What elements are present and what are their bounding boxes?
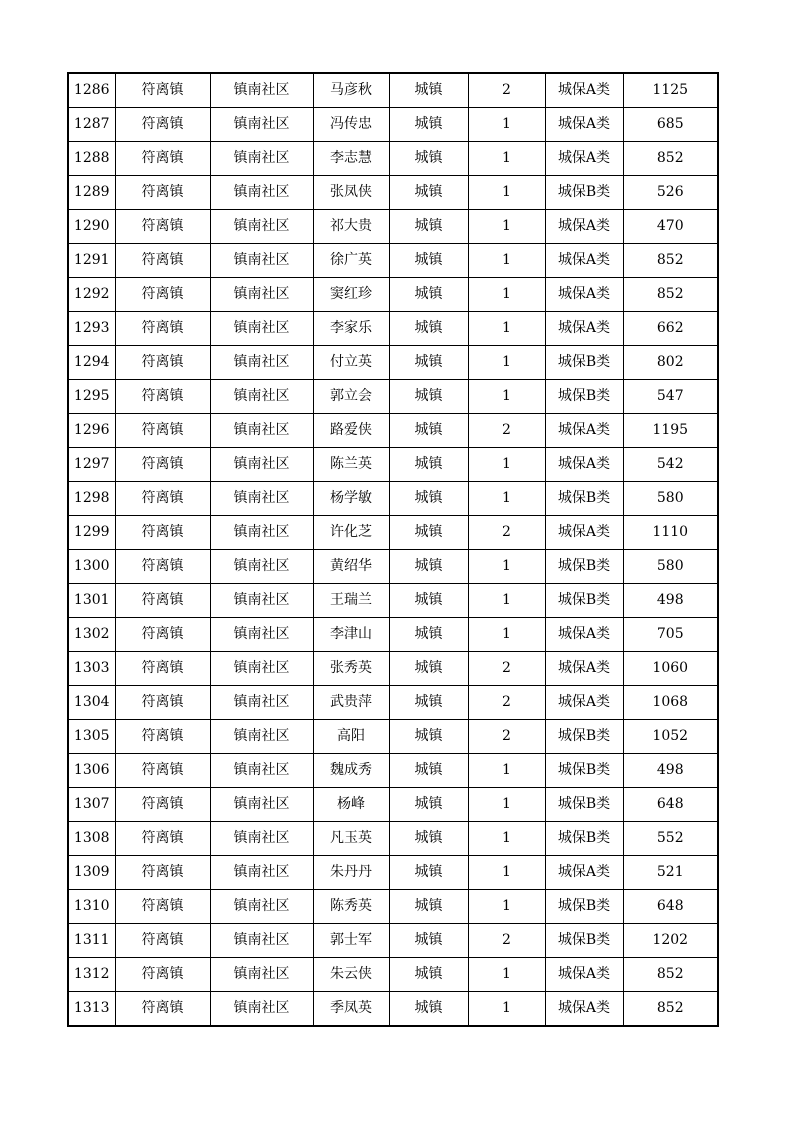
serial-number-cell: 1295 xyxy=(68,380,115,414)
table-row xyxy=(68,652,718,686)
town-cell: 符离镇 xyxy=(115,822,210,856)
table-row xyxy=(68,448,718,482)
town-cell: 符离镇 xyxy=(115,278,210,312)
town-cell: 符离镇 xyxy=(115,686,210,720)
name-cell: 马彦秋 xyxy=(313,73,389,108)
name-cell: 朱丹丹 xyxy=(313,856,389,890)
table-row xyxy=(68,516,718,550)
amount-cell: 1110 xyxy=(623,516,718,550)
amount-cell: 498 xyxy=(623,584,718,618)
serial-number-cell: 1310 xyxy=(68,890,115,924)
serial-number-cell: 1296 xyxy=(68,414,115,448)
name-cell: 窦红珍 xyxy=(313,278,389,312)
name-cell: 许化芝 xyxy=(313,516,389,550)
household-size-cell: 1 xyxy=(468,108,545,142)
community-cell: 镇南社区 xyxy=(210,584,313,618)
table-row xyxy=(68,686,718,720)
table-row xyxy=(68,890,718,924)
town-cell: 符离镇 xyxy=(115,788,210,822)
community-cell: 镇南社区 xyxy=(210,652,313,686)
household-type-cell: 城镇 xyxy=(389,516,468,550)
household-type-cell: 城镇 xyxy=(389,244,468,278)
table-row xyxy=(68,788,718,822)
insurance-category-cell: 城保A类 xyxy=(545,958,623,992)
insurance-category-cell: 城保A类 xyxy=(545,856,623,890)
community-cell: 镇南社区 xyxy=(210,142,313,176)
household-size-cell: 1 xyxy=(468,822,545,856)
town-cell: 符离镇 xyxy=(115,720,210,754)
serial-number-cell: 1287 xyxy=(68,108,115,142)
serial-number-cell: 1300 xyxy=(68,550,115,584)
insurance-category-cell: 城保A类 xyxy=(545,73,623,108)
amount-cell: 852 xyxy=(623,142,718,176)
insurance-category-cell: 城保A类 xyxy=(545,142,623,176)
table-row xyxy=(68,754,718,788)
serial-number-cell: 1303 xyxy=(68,652,115,686)
town-cell: 符离镇 xyxy=(115,414,210,448)
name-cell: 杨学敏 xyxy=(313,482,389,516)
household-size-cell: 1 xyxy=(468,312,545,346)
community-cell: 镇南社区 xyxy=(210,992,313,1027)
community-cell: 镇南社区 xyxy=(210,720,313,754)
household-type-cell: 城镇 xyxy=(389,346,468,380)
serial-number-cell: 1289 xyxy=(68,176,115,210)
name-cell: 路爱侠 xyxy=(313,414,389,448)
insurance-category-cell: 城保B类 xyxy=(545,720,623,754)
amount-cell: 521 xyxy=(623,856,718,890)
household-size-cell: 1 xyxy=(468,142,545,176)
name-cell: 张凤侠 xyxy=(313,176,389,210)
community-cell: 镇南社区 xyxy=(210,856,313,890)
community-cell: 镇南社区 xyxy=(210,550,313,584)
household-type-cell: 城镇 xyxy=(389,584,468,618)
amount-cell: 470 xyxy=(623,210,718,244)
serial-number-cell: 1298 xyxy=(68,482,115,516)
household-type-cell: 城镇 xyxy=(389,550,468,584)
insurance-category-cell: 城保B类 xyxy=(545,482,623,516)
household-type-cell: 城镇 xyxy=(389,414,468,448)
table-row xyxy=(68,584,718,618)
roster-table-body xyxy=(68,73,718,1026)
community-cell: 镇南社区 xyxy=(210,890,313,924)
household-size-cell: 1 xyxy=(468,890,545,924)
amount-cell: 580 xyxy=(623,482,718,516)
insurance-category-cell: 城保A类 xyxy=(545,244,623,278)
insurance-category-cell: 城保B类 xyxy=(545,754,623,788)
insurance-category-cell: 城保B类 xyxy=(545,584,623,618)
serial-number-cell: 1309 xyxy=(68,856,115,890)
amount-cell: 648 xyxy=(623,788,718,822)
name-cell: 李志慧 xyxy=(313,142,389,176)
household-type-cell: 城镇 xyxy=(389,448,468,482)
insurance-category-cell: 城保A类 xyxy=(545,618,623,652)
town-cell: 符离镇 xyxy=(115,176,210,210)
town-cell: 符离镇 xyxy=(115,890,210,924)
serial-number-cell: 1307 xyxy=(68,788,115,822)
household-size-cell: 2 xyxy=(468,652,545,686)
household-type-cell: 城镇 xyxy=(389,822,468,856)
household-type-cell: 城镇 xyxy=(389,788,468,822)
amount-cell: 1125 xyxy=(623,73,718,108)
amount-cell: 542 xyxy=(623,448,718,482)
town-cell: 符离镇 xyxy=(115,754,210,788)
community-cell: 镇南社区 xyxy=(210,924,313,958)
town-cell: 符离镇 xyxy=(115,550,210,584)
name-cell: 冯传忠 xyxy=(313,108,389,142)
table-row xyxy=(68,176,718,210)
serial-number-cell: 1297 xyxy=(68,448,115,482)
household-size-cell: 1 xyxy=(468,754,545,788)
name-cell: 李津山 xyxy=(313,618,389,652)
name-cell: 祁大贵 xyxy=(313,210,389,244)
amount-cell: 802 xyxy=(623,346,718,380)
household-type-cell: 城镇 xyxy=(389,686,468,720)
household-type-cell: 城镇 xyxy=(389,958,468,992)
town-cell: 符离镇 xyxy=(115,244,210,278)
amount-cell: 662 xyxy=(623,312,718,346)
amount-cell: 552 xyxy=(623,822,718,856)
community-cell: 镇南社区 xyxy=(210,516,313,550)
household-size-cell: 1 xyxy=(468,584,545,618)
serial-number-cell: 1305 xyxy=(68,720,115,754)
serial-number-cell: 1292 xyxy=(68,278,115,312)
household-type-cell: 城镇 xyxy=(389,176,468,210)
serial-number-cell: 1311 xyxy=(68,924,115,958)
serial-number-cell: 1304 xyxy=(68,686,115,720)
table-row xyxy=(68,73,718,108)
household-size-cell: 2 xyxy=(468,924,545,958)
household-type-cell: 城镇 xyxy=(389,278,468,312)
serial-number-cell: 1308 xyxy=(68,822,115,856)
name-cell: 季凤英 xyxy=(313,992,389,1027)
household-size-cell: 1 xyxy=(468,482,545,516)
town-cell: 符离镇 xyxy=(115,856,210,890)
insurance-category-cell: 城保A类 xyxy=(545,108,623,142)
name-cell: 张秀英 xyxy=(313,652,389,686)
town-cell: 符离镇 xyxy=(115,584,210,618)
town-cell: 符离镇 xyxy=(115,992,210,1027)
name-cell: 徐广英 xyxy=(313,244,389,278)
household-type-cell: 城镇 xyxy=(389,754,468,788)
community-cell: 镇南社区 xyxy=(210,618,313,652)
household-size-cell: 1 xyxy=(468,788,545,822)
household-type-cell: 城镇 xyxy=(389,856,468,890)
household-size-cell: 1 xyxy=(468,176,545,210)
community-cell: 镇南社区 xyxy=(210,822,313,856)
table-row xyxy=(68,312,718,346)
amount-cell: 498 xyxy=(623,754,718,788)
community-cell: 镇南社区 xyxy=(210,108,313,142)
table-row xyxy=(68,380,718,414)
household-type-cell: 城镇 xyxy=(389,652,468,686)
name-cell: 武贵萍 xyxy=(313,686,389,720)
name-cell: 凡玉英 xyxy=(313,822,389,856)
town-cell: 符离镇 xyxy=(115,380,210,414)
community-cell: 镇南社区 xyxy=(210,312,313,346)
household-type-cell: 城镇 xyxy=(389,618,468,652)
serial-number-cell: 1294 xyxy=(68,346,115,380)
household-size-cell: 1 xyxy=(468,448,545,482)
household-size-cell: 1 xyxy=(468,380,545,414)
household-type-cell: 城镇 xyxy=(389,73,468,108)
name-cell: 郭士军 xyxy=(313,924,389,958)
table-row xyxy=(68,992,718,1027)
community-cell: 镇南社区 xyxy=(210,482,313,516)
household-type-cell: 城镇 xyxy=(389,380,468,414)
amount-cell: 1052 xyxy=(623,720,718,754)
amount-cell: 648 xyxy=(623,890,718,924)
household-type-cell: 城镇 xyxy=(389,720,468,754)
community-cell: 镇南社区 xyxy=(210,754,313,788)
name-cell: 李家乐 xyxy=(313,312,389,346)
household-size-cell: 1 xyxy=(468,244,545,278)
insurance-category-cell: 城保A类 xyxy=(545,686,623,720)
amount-cell: 852 xyxy=(623,992,718,1027)
table-row xyxy=(68,924,718,958)
insurance-category-cell: 城保A类 xyxy=(545,992,623,1027)
insurance-category-cell: 城保B类 xyxy=(545,822,623,856)
community-cell: 镇南社区 xyxy=(210,244,313,278)
insurance-category-cell: 城保A类 xyxy=(545,652,623,686)
name-cell: 魏成秀 xyxy=(313,754,389,788)
household-size-cell: 1 xyxy=(468,992,545,1027)
name-cell: 王瑞兰 xyxy=(313,584,389,618)
serial-number-cell: 1286 xyxy=(68,73,115,108)
insurance-category-cell: 城保A类 xyxy=(545,278,623,312)
table-row xyxy=(68,618,718,652)
household-size-cell: 2 xyxy=(468,414,545,448)
table-row xyxy=(68,958,718,992)
community-cell: 镇南社区 xyxy=(210,958,313,992)
community-cell: 镇南社区 xyxy=(210,788,313,822)
table-row xyxy=(68,244,718,278)
name-cell: 陈秀英 xyxy=(313,890,389,924)
name-cell: 高阳 xyxy=(313,720,389,754)
community-cell: 镇南社区 xyxy=(210,448,313,482)
name-cell: 黄绍华 xyxy=(313,550,389,584)
serial-number-cell: 1302 xyxy=(68,618,115,652)
insurance-category-cell: 城保B类 xyxy=(545,924,623,958)
household-size-cell: 2 xyxy=(468,686,545,720)
insurance-category-cell: 城保A类 xyxy=(545,414,623,448)
community-cell: 镇南社区 xyxy=(210,210,313,244)
name-cell: 朱云侠 xyxy=(313,958,389,992)
community-cell: 镇南社区 xyxy=(210,380,313,414)
amount-cell: 1068 xyxy=(623,686,718,720)
name-cell: 郭立会 xyxy=(313,380,389,414)
household-size-cell: 2 xyxy=(468,73,545,108)
amount-cell: 852 xyxy=(623,958,718,992)
town-cell: 符离镇 xyxy=(115,652,210,686)
town-cell: 符离镇 xyxy=(115,108,210,142)
table-row xyxy=(68,346,718,380)
town-cell: 符离镇 xyxy=(115,142,210,176)
insurance-category-cell: 城保A类 xyxy=(545,210,623,244)
household-size-cell: 1 xyxy=(468,958,545,992)
roster-table xyxy=(67,72,719,1027)
amount-cell: 1060 xyxy=(623,652,718,686)
amount-cell: 1195 xyxy=(623,414,718,448)
household-size-cell: 2 xyxy=(468,720,545,754)
household-type-cell: 城镇 xyxy=(389,924,468,958)
table-row xyxy=(68,856,718,890)
community-cell: 镇南社区 xyxy=(210,176,313,210)
household-type-cell: 城镇 xyxy=(389,890,468,924)
town-cell: 符离镇 xyxy=(115,73,210,108)
household-size-cell: 1 xyxy=(468,210,545,244)
insurance-category-cell: 城保B类 xyxy=(545,550,623,584)
insurance-category-cell: 城保A类 xyxy=(545,312,623,346)
amount-cell: 1202 xyxy=(623,924,718,958)
household-type-cell: 城镇 xyxy=(389,992,468,1027)
table-row xyxy=(68,414,718,448)
table-row xyxy=(68,108,718,142)
name-cell: 杨峰 xyxy=(313,788,389,822)
serial-number-cell: 1299 xyxy=(68,516,115,550)
serial-number-cell: 1291 xyxy=(68,244,115,278)
table-row xyxy=(68,278,718,312)
amount-cell: 852 xyxy=(623,244,718,278)
table-row xyxy=(68,210,718,244)
name-cell: 陈兰英 xyxy=(313,448,389,482)
table-row xyxy=(68,720,718,754)
community-cell: 镇南社区 xyxy=(210,278,313,312)
table-row xyxy=(68,822,718,856)
town-cell: 符离镇 xyxy=(115,346,210,380)
insurance-category-cell: 城保B类 xyxy=(545,176,623,210)
household-type-cell: 城镇 xyxy=(389,142,468,176)
community-cell: 镇南社区 xyxy=(210,414,313,448)
insurance-category-cell: 城保B类 xyxy=(545,380,623,414)
household-type-cell: 城镇 xyxy=(389,482,468,516)
insurance-category-cell: 城保B类 xyxy=(545,890,623,924)
serial-number-cell: 1301 xyxy=(68,584,115,618)
amount-cell: 685 xyxy=(623,108,718,142)
name-cell: 付立英 xyxy=(313,346,389,380)
household-type-cell: 城镇 xyxy=(389,210,468,244)
insurance-category-cell: 城保B类 xyxy=(545,346,623,380)
town-cell: 符离镇 xyxy=(115,924,210,958)
serial-number-cell: 1290 xyxy=(68,210,115,244)
table-row xyxy=(68,482,718,516)
table-row xyxy=(68,550,718,584)
community-cell: 镇南社区 xyxy=(210,346,313,380)
household-size-cell: 1 xyxy=(468,856,545,890)
household-size-cell: 1 xyxy=(468,618,545,652)
serial-number-cell: 1306 xyxy=(68,754,115,788)
town-cell: 符离镇 xyxy=(115,210,210,244)
insurance-category-cell: 城保B类 xyxy=(545,788,623,822)
amount-cell: 547 xyxy=(623,380,718,414)
household-size-cell: 1 xyxy=(468,346,545,380)
town-cell: 符离镇 xyxy=(115,312,210,346)
community-cell: 镇南社区 xyxy=(210,686,313,720)
town-cell: 符离镇 xyxy=(115,448,210,482)
amount-cell: 705 xyxy=(623,618,718,652)
household-type-cell: 城镇 xyxy=(389,312,468,346)
town-cell: 符离镇 xyxy=(115,618,210,652)
insurance-category-cell: 城保A类 xyxy=(545,516,623,550)
household-size-cell: 1 xyxy=(468,278,545,312)
table-row xyxy=(68,142,718,176)
serial-number-cell: 1313 xyxy=(68,992,115,1027)
town-cell: 符离镇 xyxy=(115,958,210,992)
amount-cell: 526 xyxy=(623,176,718,210)
serial-number-cell: 1288 xyxy=(68,142,115,176)
community-cell: 镇南社区 xyxy=(210,73,313,108)
town-cell: 符离镇 xyxy=(115,516,210,550)
serial-number-cell: 1293 xyxy=(68,312,115,346)
household-size-cell: 2 xyxy=(468,516,545,550)
household-type-cell: 城镇 xyxy=(389,108,468,142)
amount-cell: 580 xyxy=(623,550,718,584)
town-cell: 符离镇 xyxy=(115,482,210,516)
insurance-category-cell: 城保A类 xyxy=(545,448,623,482)
household-size-cell: 1 xyxy=(468,550,545,584)
serial-number-cell: 1312 xyxy=(68,958,115,992)
amount-cell: 852 xyxy=(623,278,718,312)
